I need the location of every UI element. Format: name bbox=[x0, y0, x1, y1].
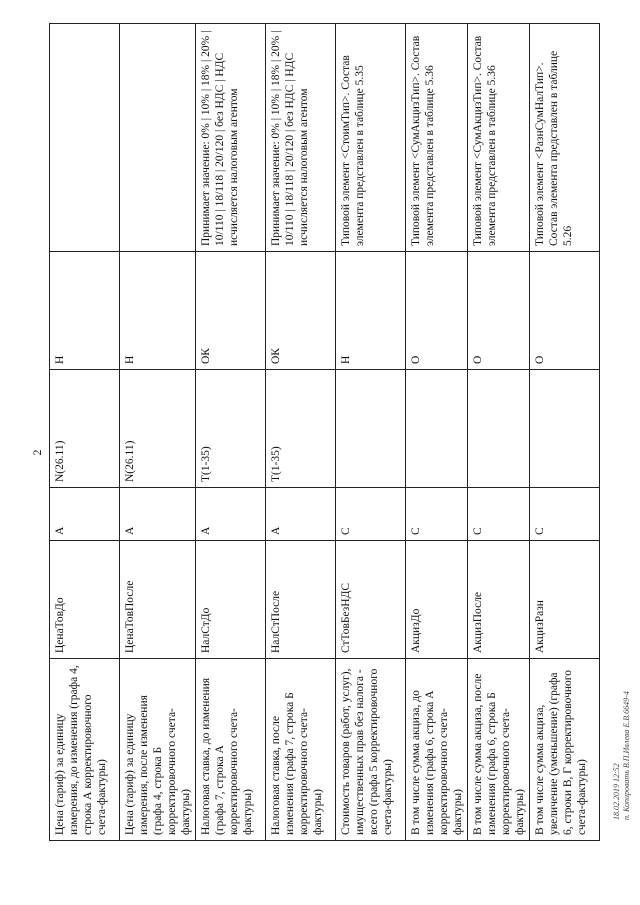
table-row bbox=[120, 24, 196, 841]
cell-element-type: С bbox=[406, 488, 468, 541]
cell-element-type: А bbox=[120, 488, 196, 541]
cell-required-flag: Н bbox=[50, 252, 120, 370]
cell-required-flag: Н bbox=[336, 252, 406, 370]
cell-required-flag: О bbox=[530, 252, 600, 370]
table-row bbox=[50, 24, 120, 841]
cell-extra-info: Типовой элемент <СумАкцизТип>. Состав элемента представлен в таблице 5.36 bbox=[468, 24, 530, 252]
cell-element-type: А bbox=[50, 488, 120, 541]
cell-element-type: С bbox=[530, 488, 600, 541]
stamp-line-date: 18.02.2019 12:52 bbox=[612, 763, 621, 820]
cell-element-code: НалСтПосле bbox=[266, 541, 336, 659]
table-row bbox=[406, 24, 468, 841]
cell-element-format: T(1-35) bbox=[266, 370, 336, 488]
cell-element-name: Стоимость товаров (работ, услуг), имущественных прав без налога - всего (графа 5 корректировочного счета-фактуры) bbox=[336, 659, 406, 841]
cell-element-code: СтТовБезНДС bbox=[336, 541, 406, 659]
cell-element-code: ЦенаТовПосле bbox=[120, 541, 196, 659]
cell-element-format bbox=[336, 370, 406, 488]
cell-extra-info: Типовой элемент <СтоимТип>. Состав элемента представлен в таблице 5.35 bbox=[336, 24, 406, 252]
cell-element-type: С bbox=[336, 488, 406, 541]
cell-extra-info: Принимает значение: 0% | 10% | 18% | 20% | 10/110 | 18/118 | 20/120 | без НДС | НДС исчисляется налоговым агентом bbox=[266, 24, 336, 252]
cell-extra-info: Принимает значение: 0% | 10% | 18% | 20% | 10/110 | 18/118 | 20/120 | без НДС | НДС исчисляется налоговым агентом bbox=[196, 24, 266, 252]
cell-required-flag: Н bbox=[120, 252, 196, 370]
cell-element-name: В том числе сумма акциза, увеличение (уменьшение) (графа 6, строки В, Г корректировочного счета-фактуры) bbox=[530, 659, 600, 841]
cell-element-format: N(26.11) bbox=[50, 370, 120, 488]
table-row bbox=[336, 24, 406, 841]
cell-required-flag: О bbox=[406, 252, 468, 370]
print-stamp bbox=[612, 691, 632, 820]
cell-element-type: А bbox=[266, 488, 336, 541]
cell-element-name: В том числе сумма акциза, после изменения (графа 6, строка Б корректировочного счета-фактуры) bbox=[468, 659, 530, 841]
table-row bbox=[468, 24, 530, 841]
table-row bbox=[530, 24, 600, 841]
cell-element-type: А bbox=[196, 488, 266, 541]
cell-element-name: Цена (тариф) за единицу измерения, после изменения (графа 4, строка Б корректировочного счета-фактуры) bbox=[120, 659, 196, 841]
cell-element-format: N(26.11) bbox=[120, 370, 196, 488]
page-number: 2 bbox=[30, 449, 44, 456]
cell-element-type: С bbox=[468, 488, 530, 541]
cell-element-code: АкцизПосле bbox=[468, 541, 530, 659]
cell-extra-info: Типовой элемент <РазнСумНалТип>. Состав элемента представлен в таблице 5.26 bbox=[530, 24, 600, 252]
cell-extra-info bbox=[120, 24, 196, 252]
table-row bbox=[266, 24, 336, 841]
cell-required-flag: ОК bbox=[266, 252, 336, 370]
cell-extra-info bbox=[50, 24, 120, 252]
cell-element-name: Налоговая ставка, после изменения (графа 7, строка Б корректировочного счета-фактуры) bbox=[266, 659, 336, 841]
cell-element-code: АкцизРазн bbox=[530, 541, 600, 659]
cell-element-code: ЦенаТовДо bbox=[50, 541, 120, 659]
cell-element-format bbox=[468, 370, 530, 488]
cell-required-flag: ОК bbox=[196, 252, 266, 370]
stamp-line-source: п. Копировать В.П.Ивлева Е.В.6649-4 bbox=[622, 691, 631, 820]
cell-element-code: НалСтДо bbox=[196, 541, 266, 659]
cell-required-flag: О bbox=[468, 252, 530, 370]
cell-element-code: АкцизДо bbox=[406, 541, 468, 659]
cell-element-name: Цена (тариф) за единицу измерения, до изменения (графа 4, строка А корректировочного счета-фактуры) bbox=[50, 659, 120, 841]
cell-extra-info: Типовой элемент <СумАкцизТип>. Состав элемента представлен в таблице 5.36 bbox=[406, 24, 468, 252]
elements-table bbox=[49, 23, 600, 841]
cell-element-format bbox=[406, 370, 468, 488]
cell-element-format bbox=[530, 370, 600, 488]
cell-element-format: T(1-35) bbox=[196, 370, 266, 488]
cell-element-name: Налоговая ставка, до изменения (графа 7, строка А корректировочного счета-фактуры) bbox=[196, 659, 266, 841]
cell-element-name: В том числе сумма акциза, до изменения (графа 6, строка А корректировочного счета-фактуры) bbox=[406, 659, 468, 841]
table-row bbox=[196, 24, 266, 841]
